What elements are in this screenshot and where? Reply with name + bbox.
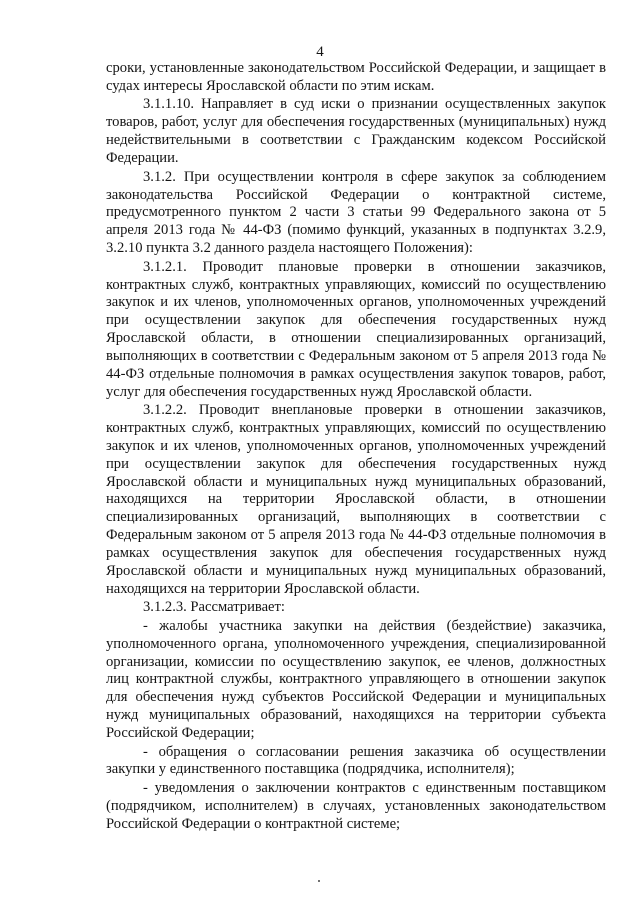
paragraph-3-1-2: 3.1.2. При осуществлении контроля в сфере закупок за соблюдением законодательства Российской Федерации о контрактной системе, предусмотренного пунктом 2 части 3 статьи 99 Федерального закона от 5 апреля 2013 года № 44-ФЗ (помимо функций, указанных в подпунктах 3.2.9, 3.2.10 пункта 3.2 данного раздела настоящего Положения): bbox=[106, 168, 606, 257]
list-item-appeals: - обращения о согласовании решения заказчика об осуществлении закупки у единственного поставщика (подрядчика, исполнителя); bbox=[106, 743, 606, 778]
scan-speck bbox=[318, 880, 320, 882]
paragraph-3-1-1-10: 3.1.1.10. Направляет в суд иски о признании осуществленных закупок товаров, работ, услуг для обеспечения государственных (муниципальных) нужд недействительными в соответствии с Гражданским кодексом Российской Федерации. bbox=[106, 96, 606, 167]
list-item-complaints: - жалобы участника закупки на действия (бездействие) заказчика, уполномоченного органа, уполномоченного учреждения, специализированной организации, комиссии по осуществлению закупок, ее членов, должностных лиц контрактной службы, контрактного управляющего в отношении закупок для обеспечения нужд субъектов Российской Федерации и муниципальных нужд муниципальных образований, находящихся на территории субъекта Российской Федерации; bbox=[106, 617, 606, 741]
list-item-notifications: - уведомления о заключении контрактов с единственным поставщиком (подрядчиком, исполнителем) в случаях, установленных законодательством Российской Федерации о контрактной системе; bbox=[106, 780, 606, 832]
paragraph-3-1-2-3: 3.1.2.3. Рассматривает: bbox=[143, 599, 285, 616]
paragraph-3-1-2-2: 3.1.2.2. Проводит внеплановые проверки в отношении заказчиков, контрактных служб, контрактных управляющих, комиссий по осуществлению закупок и их членов, уполномоченных органов, уполномоченных учреждений при осуществлении закупок для обеспечения государственных нужд Ярославской области и муниципальных нужд муниципальных образований, находящихся на территории Ярославской области, в отношении специализированных организаций, выполняющих в соответствии с Федеральным законом от 5 апреля 2013 года № 44-ФЗ отдельные полномочия в рамках осуществления закупок для обеспечения государственных нужд Ярославской области и муниципальных нужд муниципальных образований, находящихся на территории Ярославской области. bbox=[106, 402, 606, 597]
document-body bbox=[106, 60, 606, 834]
paragraph-continuation: сроки, установленные законодательством Российской Федерации, и защищает в судах интересы Ярославской области по этим искам. bbox=[106, 60, 606, 94]
paragraph-3-1-2-1: 3.1.2.1. Проводит плановые проверки в отношении заказчиков, контрактных служб, контрактных управляющих, комиссий по осуществлению закупок и их членов, уполномоченных органов, уполномоченных учреждений при осуществлении закупок для обеспечения государственных нужд Ярославской области, в отношении специализированных организаций, выполняющих в соответствии с Федеральным законом от 5 апреля 2013 года № 44-ФЗ отдельные полномочия в рамках осуществления закупок товаров, работ, услуг для обеспечения государственных нужд Ярославской области. bbox=[106, 258, 606, 400]
page-number: 4 bbox=[316, 44, 324, 60]
